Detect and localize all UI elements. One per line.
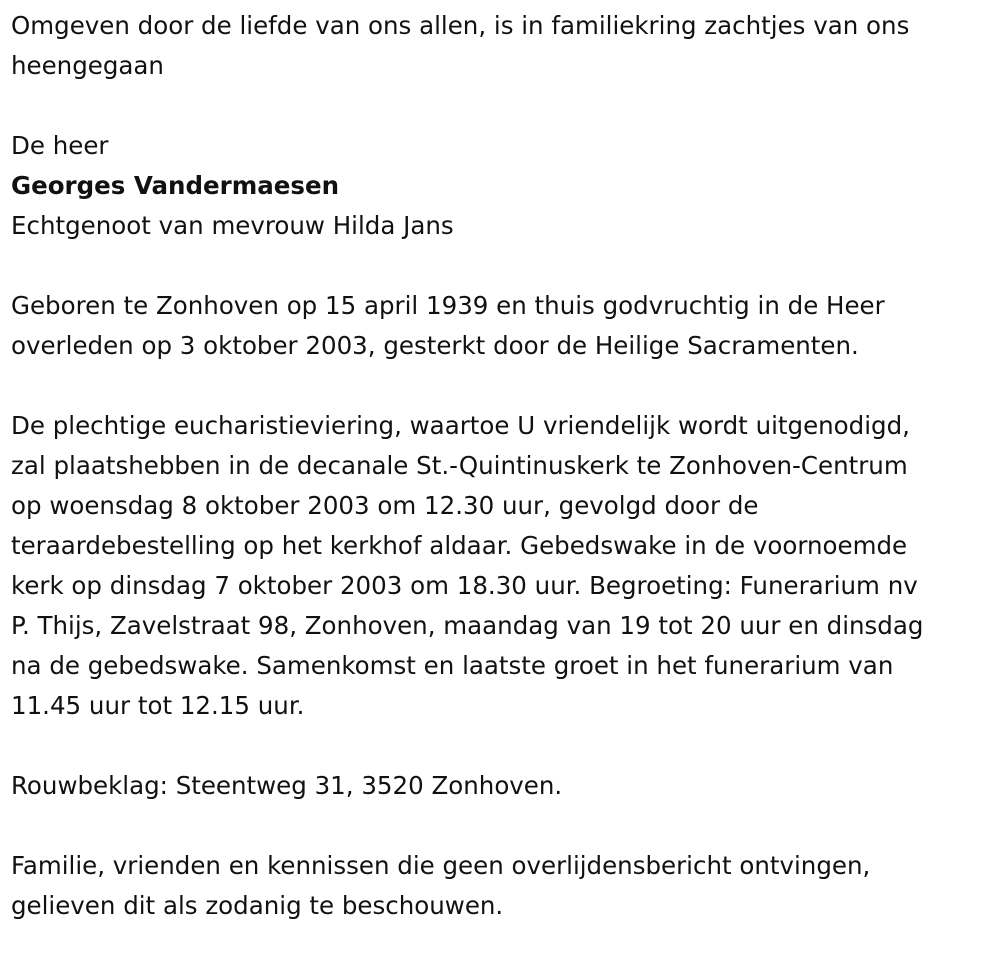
ceremony-line: teraardebestelling op het kerkhof aldaar. Gebedswake in de voornoemde bbox=[11, 531, 908, 560]
ceremony-line: 11.45 uur tot 12.15 uur. bbox=[11, 691, 305, 720]
intro-line: heengegaan bbox=[11, 51, 164, 80]
ceremony-line: P. Thijs, Zavelstraat 98, Zonhoven, maandag van 19 tot 20 uur en dinsdag bbox=[11, 611, 924, 640]
intro-paragraph bbox=[11, 6, 996, 86]
person-title: De heer bbox=[11, 131, 109, 160]
intro-line: Omgeven door de liefde van ons allen, is in familiekring zachtjes van ons bbox=[11, 11, 910, 40]
ceremony-line: op woensdag 8 oktober 2003 om 12.30 uur, gevolgd door de bbox=[11, 491, 759, 520]
birth-death-line: Geboren te Zonhoven op 15 april 1939 en thuis godvruchtig in de Heer bbox=[11, 291, 885, 320]
condolences-address: Rouwbeklag: Steentweg 31, 3520 Zonhoven. bbox=[11, 771, 563, 800]
birth-death-line: overleden op 3 oktober 2003, gesterkt door de Heilige Sacramenten. bbox=[11, 331, 859, 360]
person-block bbox=[11, 126, 996, 246]
closing-line: Familie, vrienden en kennissen die geen overlijdensbericht ontvingen, bbox=[11, 851, 871, 880]
ceremony-line: kerk op dinsdag 7 oktober 2003 om 18.30 uur. Begroeting: Funerarium nv bbox=[11, 571, 918, 600]
death-notice bbox=[11, 6, 996, 926]
birth-death-paragraph bbox=[11, 286, 996, 366]
ceremony-paragraph bbox=[11, 406, 996, 726]
ceremony-line: zal plaatshebben in de decanale St.-Quintinuskerk te Zonhoven-Centrum bbox=[11, 451, 908, 480]
spouse-line: Echtgenoot van mevrouw Hilda Jans bbox=[11, 211, 454, 240]
person-name: Georges Vandermaesen bbox=[11, 171, 340, 200]
closing-line: gelieven dit als zodanig te beschouwen. bbox=[11, 891, 504, 920]
condolences-paragraph bbox=[11, 766, 996, 806]
closing-paragraph bbox=[11, 846, 996, 926]
ceremony-line: na de gebedswake. Samenkomst en laatste groet in het funerarium van bbox=[11, 651, 894, 680]
ceremony-line: De plechtige eucharistieviering, waartoe U vriendelijk wordt uitgenodigd, bbox=[11, 411, 910, 440]
